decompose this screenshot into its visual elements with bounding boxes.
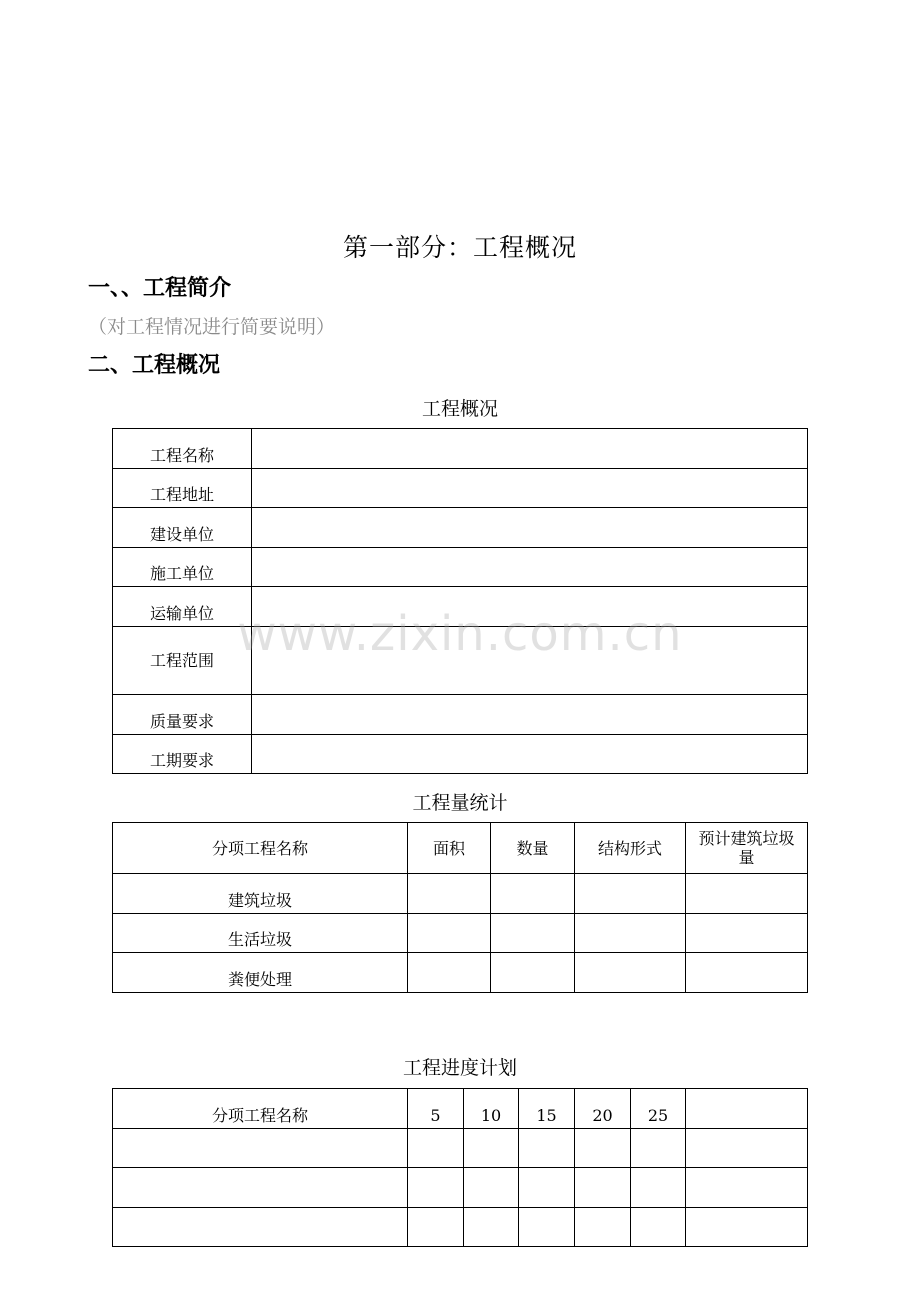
- table-row: [113, 735, 808, 774]
- row-label: 工期要求: [113, 735, 252, 774]
- table-cell[interactable]: [631, 1129, 686, 1168]
- table-cell[interactable]: [113, 1168, 408, 1208]
- row-label: 工程范围: [113, 627, 252, 695]
- row-label: 生活垃圾: [113, 914, 408, 953]
- table-cell[interactable]: [631, 1168, 686, 1208]
- row-value-cell[interactable]: [252, 627, 808, 695]
- column-header: 5: [408, 1089, 464, 1129]
- schedule-table: [112, 1088, 808, 1247]
- table-row: [113, 914, 808, 953]
- table-cell[interactable]: [686, 1129, 808, 1168]
- table-cell[interactable]: [408, 914, 491, 953]
- table-row: [113, 508, 808, 548]
- section-heading-overview: 二、工程概况: [88, 353, 221, 378]
- row-label: 施工单位: [113, 548, 252, 587]
- column-header: 15: [519, 1089, 575, 1129]
- table-row: [113, 1129, 808, 1168]
- section-note: （对工程情况进行简要说明）: [88, 316, 336, 338]
- table-row: [113, 953, 808, 993]
- table-cell[interactable]: [686, 1168, 808, 1208]
- table-cell[interactable]: [575, 874, 686, 914]
- table-cell[interactable]: [519, 1129, 575, 1168]
- table-cell[interactable]: [113, 1129, 408, 1168]
- column-header: 结构形式: [575, 823, 686, 874]
- row-value-cell[interactable]: [252, 548, 808, 587]
- row-label: 建筑垃圾: [113, 874, 408, 914]
- row-value-cell[interactable]: [252, 429, 808, 469]
- row-value-cell[interactable]: [252, 469, 808, 508]
- table-cell[interactable]: [464, 1168, 519, 1208]
- overview-table: [112, 428, 808, 774]
- row-value-cell[interactable]: [252, 508, 808, 548]
- row-label: 粪便处理: [113, 953, 408, 993]
- table-cell[interactable]: [686, 1208, 808, 1247]
- section-heading-intro: 一、、工程简介: [88, 276, 232, 301]
- table-cell[interactable]: [575, 1129, 631, 1168]
- table-cell[interactable]: [686, 953, 808, 993]
- column-header: 分项工程名称: [113, 823, 408, 874]
- column-header: 预计建筑垃圾量: [686, 823, 808, 874]
- table-cell[interactable]: [575, 914, 686, 953]
- table-cell[interactable]: [686, 874, 808, 914]
- table-cell[interactable]: [575, 1168, 631, 1208]
- column-header: [686, 1089, 808, 1129]
- table-cell[interactable]: [113, 1208, 408, 1247]
- table-cell[interactable]: [491, 953, 575, 993]
- table-cell[interactable]: [631, 1208, 686, 1247]
- table-cell[interactable]: [408, 953, 491, 993]
- table-header-row: [113, 1089, 808, 1129]
- column-header: 25: [631, 1089, 686, 1129]
- table-row: [113, 587, 808, 627]
- overview-table-caption: 工程概况: [421, 398, 498, 420]
- table-cell[interactable]: [491, 874, 575, 914]
- column-header: 10: [464, 1089, 519, 1129]
- row-value-cell[interactable]: [252, 587, 808, 627]
- column-header: 20: [575, 1089, 631, 1129]
- table-cell[interactable]: [519, 1208, 575, 1247]
- quantity-table: [112, 822, 808, 993]
- table-row: [113, 548, 808, 587]
- table-row: [113, 1168, 808, 1208]
- table-row: [113, 695, 808, 735]
- row-value-cell[interactable]: [252, 735, 808, 774]
- column-header: 面积: [408, 823, 491, 874]
- row-label: 工程地址: [113, 469, 252, 508]
- column-header: 数量: [491, 823, 575, 874]
- page-title: 第一部分：工程概况: [342, 233, 577, 262]
- schedule-table-caption: 工程进度计划: [402, 1057, 517, 1079]
- quantity-table-caption: 工程量统计: [412, 792, 508, 814]
- row-value-cell[interactable]: [252, 695, 808, 735]
- column-header: 分项工程名称: [113, 1089, 408, 1129]
- row-label: 工程名称: [113, 429, 252, 469]
- table-cell[interactable]: [686, 914, 808, 953]
- table-row: [113, 627, 808, 695]
- table-row: [113, 429, 808, 469]
- row-label: 运输单位: [113, 587, 252, 627]
- table-cell[interactable]: [408, 874, 491, 914]
- table-cell[interactable]: [575, 953, 686, 993]
- table-header-row: [113, 823, 808, 874]
- table-row: [113, 469, 808, 508]
- row-label: 建设单位: [113, 508, 252, 548]
- table-cell[interactable]: [408, 1168, 464, 1208]
- table-cell[interactable]: [519, 1168, 575, 1208]
- table-cell[interactable]: [575, 1208, 631, 1247]
- table-row: [113, 1208, 808, 1247]
- table-cell[interactable]: [491, 914, 575, 953]
- table-row: [113, 874, 808, 914]
- watermark: www.zixin.com.cn: [237, 606, 683, 662]
- table-cell[interactable]: [408, 1129, 464, 1168]
- table-cell[interactable]: [464, 1208, 519, 1247]
- table-cell[interactable]: [408, 1208, 464, 1247]
- table-cell[interactable]: [464, 1129, 519, 1168]
- row-label: 质量要求: [113, 695, 252, 735]
